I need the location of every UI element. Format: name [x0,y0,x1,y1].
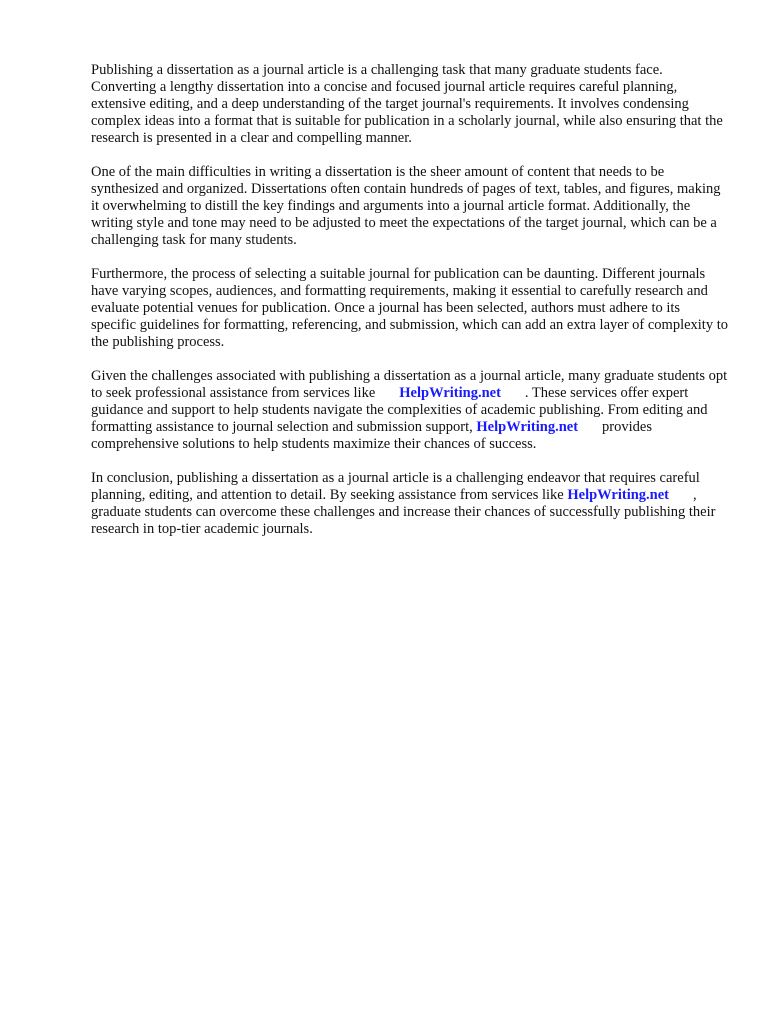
assistance-text-part2: . These services offer expert guidance and support to help students navigate the complexities of academic publishing. From editing and formatting assistance to journal selection and submission support, [91,385,708,435]
assistance-text-part3: provides comprehensive solutions to help students maximize their chances of success. [91,419,652,452]
paragraph-difficulties: One of the main difficulties in writing a dissertation is the sheer amount of content that needs to be synthesized and organized. Dissertations often contain hundreds of pages of text, tables, and figures, making it overwhelming to distill the key findings and arguments into a journal article format. Additionally, the writing style and tone may need to be adjusted to meet the expectations of the target journal, which can be a challenging task for many students. [91,164,721,248]
assistance-text-part1: Given the challenges associated with publishing a dissertation as a journal article, many graduate students opt to seek professional assistance from services like [91,368,728,401]
paragraph-assistance [91,368,728,453]
helpwriting-link[interactable]: HelpWriting.net [476,419,579,435]
conclusion-text-part2: , graduate students can overcome these challenges and increase their chances of successfully publishing their research in top-tier academic journals. [91,487,716,537]
paragraph-intro: Publishing a dissertation as a journal article is a challenging task that many graduate students face. Converting a lengthy dissertation into a concise and focused journal article requires careful planning, extensive editing, and a deep understanding of the target journal's requirements. It involves condensing complex ideas into a format that is suitable for publication in a scholarly journal, while also ensuring that the research is presented in a clear and compelling manner. [91,62,723,146]
conclusion-text-part1: In conclusion, publishing a dissertation as a journal article is a challenging endeavor that requires careful planning, editing, and attention to detail. By seeking assistance from services like [91,470,700,503]
helpwriting-link[interactable]: HelpWriting.net [567,487,670,503]
helpwriting-link[interactable]: HelpWriting.net [399,385,501,401]
paragraph-conclusion [91,470,728,538]
paragraph-journal-selection: Furthermore, the process of selecting a suitable journal for publication can be daunting. Different journals have varying scopes, audiences, and formatting requirements, making it essential to carefully research and evaluate potential venues for publication. Once a journal has been selected, authors must adhere to its specific guidelines for formatting, referencing, and submission, which can add an extra layer of complexity to the publishing process. [91,266,728,350]
